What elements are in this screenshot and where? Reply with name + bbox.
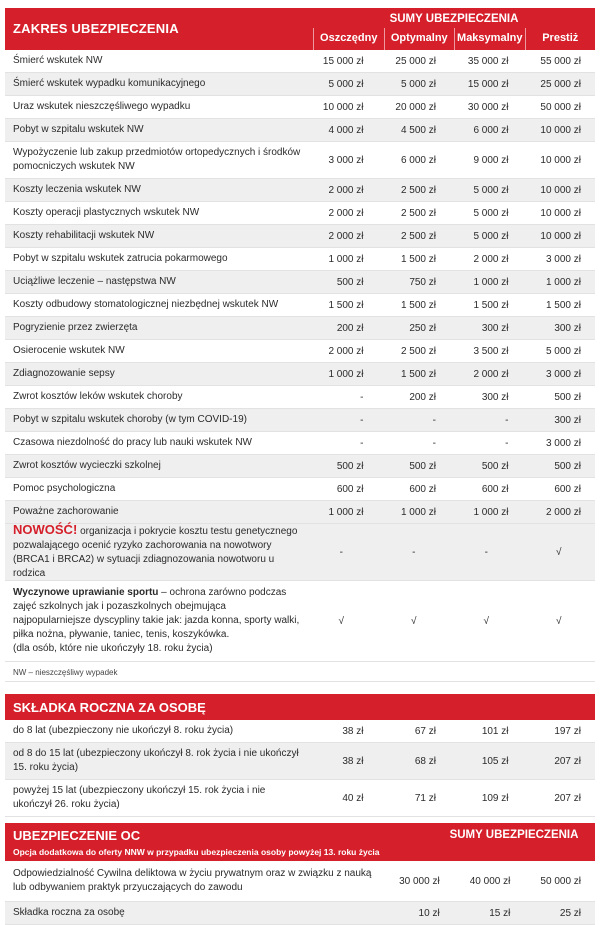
- table-cell: 38 zł: [342, 755, 364, 767]
- coverage-header: [5, 8, 595, 50]
- table-row: [5, 780, 595, 817]
- table-cell: 1 000 zł: [473, 276, 509, 288]
- table-cell: 2 000 zł: [473, 253, 509, 265]
- row-label: od 8 do 15 lat (ubezpieczony ukończył 8. rok życia i nie ukończył 15. roku życia): [13, 748, 299, 773]
- row-label: Śmierć wskutek NW: [13, 55, 103, 66]
- row-label: Pogryzienie przez zwierzęta: [13, 322, 138, 333]
- coverage-table: [5, 50, 595, 524]
- oc-subtitle: Opcja dodatkowa do oferty NNW w przypadku ubezpieczenia osoby powyżej 13. roku życia: [13, 847, 380, 857]
- row-label: Koszty odbudowy stomatologicznej niezbędnej wskutek NW: [13, 299, 279, 310]
- table-cell: 10 000 zł: [540, 124, 581, 136]
- table-cell: 300 zł: [481, 391, 509, 403]
- table-cell: 30 000 zł: [467, 101, 509, 113]
- table-cell: -: [432, 437, 436, 449]
- table-cell: 3 000 zł: [328, 154, 364, 166]
- sport-bold-label: Wyczynowe uprawianie sportu: [13, 587, 159, 598]
- row-label: Zwrot kosztów wycieczki szkolnej: [13, 460, 161, 471]
- table-cell: 200 zł: [336, 322, 364, 334]
- premium-section-title: SKŁADKA ROCZNA ZA OSOBĘ: [5, 694, 595, 720]
- checkmark-icon: √: [411, 615, 417, 627]
- table-row: [5, 294, 595, 317]
- table-cell: -: [505, 414, 509, 426]
- row-label: Zdiagnozowanie sepsy: [13, 368, 115, 379]
- row-label: Czasowa niezdolność do pracy lub nauki wskutek NW: [13, 437, 252, 448]
- table-cell: -: [412, 546, 416, 558]
- insurance-page: [5, 0, 595, 925]
- sport-cell: [5, 586, 305, 656]
- table-cell: 2 000 zł: [328, 184, 364, 196]
- table-cell: -: [360, 437, 364, 449]
- table-cell: 1 500 zł: [328, 299, 364, 311]
- table-cell: 4 500 zł: [400, 124, 436, 136]
- table-row: [5, 340, 595, 363]
- nowosc-row: [5, 524, 595, 581]
- column-header-prestiz: Prestiż: [525, 28, 596, 50]
- table-cell: 1 500 zł: [545, 299, 581, 311]
- table-cell: 67 zł: [414, 725, 436, 737]
- table-cell: 600 zł: [481, 483, 509, 495]
- table-cell: 5 000 zł: [473, 230, 509, 242]
- table-cell: 2 000 zł: [328, 207, 364, 219]
- table-row: [5, 478, 595, 501]
- table-row: [5, 317, 595, 340]
- table-row: [5, 409, 595, 432]
- table-cell: 2 500 zł: [400, 207, 436, 219]
- row-label: Pobyt w szpitalu wskutek NW: [13, 124, 144, 135]
- table-cell: 5 000 zł: [400, 78, 436, 90]
- table-cell: 9 000 zł: [473, 154, 509, 166]
- table-cell: 500 zł: [554, 391, 581, 403]
- table-cell: -: [484, 546, 488, 558]
- table-cell: 25 zł: [559, 907, 582, 919]
- oc-table: [5, 861, 595, 925]
- row-label: Składka roczna za osobę: [13, 907, 125, 918]
- row-label: do 8 lat (ubezpieczony nie ukończył 8. roku życia): [13, 725, 234, 736]
- table-cell: 25 000 zł: [540, 78, 581, 90]
- table-cell: 10 000 zł: [322, 101, 364, 113]
- row-label: Odpowiedzialność Cywilna deliktowa w życiu prywatnym oraz w związku z nauką lub odbywaniem praktyk przyuczających do zawodu: [13, 868, 372, 893]
- table-cell: -: [505, 437, 509, 449]
- table-cell: -: [432, 414, 436, 426]
- table-cell: 500 zł: [481, 460, 509, 472]
- table-cell: 15 zł: [489, 907, 511, 919]
- row-label: Osierocenie wskutek NW: [13, 345, 125, 356]
- table-cell: 10 000 zł: [540, 154, 581, 166]
- table-cell: 20 000 zł: [395, 101, 436, 113]
- row-label: Pobyt w szpitalu wskutek choroby (w tym COVID-19): [13, 414, 247, 425]
- coverage-title: ZAKRES UBEZPIECZENIA: [13, 21, 179, 36]
- table-row: [5, 861, 595, 902]
- table-row: [5, 720, 595, 743]
- row-label: Pomoc psychologiczna: [13, 483, 116, 494]
- table-cell: 2 000 zł: [328, 345, 364, 357]
- sport-note: (dla osób, które nie ukończyły 18. roku życia): [13, 643, 213, 654]
- table-cell: 5 000 zł: [473, 207, 509, 219]
- table-cell: 500 zł: [409, 460, 436, 472]
- table-row: [5, 96, 595, 119]
- table-cell: 300 zł: [481, 322, 509, 334]
- checkmark-icon: √: [556, 546, 562, 558]
- table-cell: 5 000 zł: [328, 78, 364, 90]
- table-cell: 1 000 zł: [545, 276, 581, 288]
- table-cell: 1 500 zł: [400, 253, 436, 265]
- table-cell: 4 000 zł: [328, 124, 364, 136]
- table-cell: 10 000 zł: [540, 207, 581, 219]
- row-label: Koszty operacji plastycznych wskutek NW: [13, 207, 200, 218]
- row-label: Uraz wskutek nieszczęśliwego wypadku: [13, 101, 191, 112]
- table-cell: 40 zł: [342, 792, 364, 804]
- table-cell: 1 000 zł: [473, 506, 509, 518]
- table-cell: 600 zł: [554, 483, 581, 495]
- table-row: [5, 432, 595, 455]
- checkmark-icon: √: [483, 615, 489, 627]
- table-row: [5, 50, 595, 73]
- table-cell: 250 zł: [409, 322, 436, 334]
- column-header-maksymalny: Maksymalny: [454, 28, 525, 50]
- table-cell: 40 000 zł: [469, 875, 511, 887]
- table-cell: 200 zł: [409, 391, 436, 403]
- table-cell: 300 zł: [554, 322, 581, 334]
- table-cell: 6 000 zł: [473, 124, 509, 136]
- table-row: [5, 248, 595, 271]
- table-row: [5, 271, 595, 294]
- table-cell: 5 000 zł: [545, 345, 581, 357]
- table-cell: 10 000 zł: [540, 184, 581, 196]
- table-cell: 2 000 zł: [328, 230, 364, 242]
- table-cell: 3 000 zł: [545, 368, 581, 380]
- table-cell: 3 000 zł: [545, 437, 581, 449]
- checkmark-icon: √: [338, 615, 344, 627]
- table-cell: 25 000 zł: [395, 55, 436, 67]
- oc-title: UBEZPIECZENIE OC: [13, 828, 141, 843]
- table-row: [5, 743, 595, 780]
- table-cell: 207 zł: [554, 755, 581, 767]
- table-cell: 2 000 zł: [473, 368, 509, 380]
- table-cell: 1 500 zł: [473, 299, 509, 311]
- table-cell: 3 000 zł: [545, 253, 581, 265]
- table-row: [5, 119, 595, 142]
- table-cell: -: [360, 414, 364, 426]
- table-cell: 10 000 zł: [540, 230, 581, 242]
- row-label: Koszty leczenia wskutek NW: [13, 184, 141, 195]
- nowosc-badge: NOWOŚĆ!: [13, 522, 78, 537]
- table-cell: 1 500 zł: [400, 368, 436, 380]
- table-cell: 55 000 zł: [540, 55, 581, 67]
- table-cell: 2 500 zł: [400, 184, 436, 196]
- table-cell: 15 000 zł: [467, 78, 509, 90]
- sport-row: [5, 581, 595, 662]
- table-row: [5, 363, 595, 386]
- table-cell: 500 zł: [554, 460, 581, 472]
- table-row: [5, 142, 595, 179]
- table-row: [5, 202, 595, 225]
- table-cell: 5 000 zł: [473, 184, 509, 196]
- oc-sums-label: SUMY UBEZPIECZENIA: [449, 829, 579, 841]
- row-label: Pobyt w szpitalu wskutek zatrucia pokarmowego: [13, 253, 228, 264]
- column-header-oszczedny: Oszczędny: [313, 28, 384, 50]
- row-label: Zwrot kosztów leków wskutek choroby: [13, 391, 183, 402]
- table-row: [5, 73, 595, 96]
- nowosc-cell: [5, 523, 305, 581]
- premium-table: [5, 720, 595, 817]
- column-header-optymalny: Optymalny: [384, 28, 455, 50]
- table-cell: -: [360, 391, 364, 403]
- table-cell: 300 zł: [554, 414, 581, 426]
- checkmark-icon: √: [556, 615, 562, 627]
- table-cell: 207 zł: [554, 792, 581, 804]
- table-cell: 3 500 zł: [473, 345, 509, 357]
- table-cell: 50 000 zł: [540, 101, 581, 113]
- table-row: [5, 386, 595, 409]
- table-cell: 71 zł: [414, 792, 436, 804]
- row-label: Śmierć wskutek wypadku komunikacyjnego: [13, 78, 206, 89]
- table-cell: 500 zł: [336, 460, 364, 472]
- table-cell: 750 zł: [409, 276, 436, 288]
- table-cell: 109 zł: [481, 792, 509, 804]
- table-cell: 600 zł: [409, 483, 436, 495]
- table-cell: 2 500 zł: [400, 345, 436, 357]
- row-label: Wypożyczenie lub zakup przedmiotów ortopedycznych i środków pomocniczych wskutek NW: [13, 147, 301, 172]
- table-cell: 38 zł: [342, 725, 364, 737]
- table-cell: 35 000 zł: [467, 55, 509, 67]
- table-cell: 1 000 zł: [328, 506, 364, 518]
- table-row: [5, 179, 595, 202]
- row-label: Koszty rehabilitacji wskutek NW: [13, 230, 155, 241]
- sport-text: – ochrona zarówno podczas zajęć szkolnych jak i pozaszkolnych obejmująca najpopularniejsze dyscypliny takie jak: jazda konna, sporty walki, piłka nożna, pływanie, taniec, tenis, koszykówka.: [13, 587, 300, 640]
- table-row: [5, 902, 595, 925]
- row-label: powyżej 15 lat (ubezpieczony ukończył 15. rok życia i nie ukończył 26. roku życia): [13, 785, 266, 810]
- table-cell: 197 zł: [554, 725, 581, 737]
- table-cell: 1 500 zł: [400, 299, 436, 311]
- table-cell: 1 000 zł: [328, 253, 364, 265]
- table-cell: 105 zł: [481, 755, 509, 767]
- row-label: Poważne zachorowanie: [13, 506, 119, 517]
- table-cell: 2 500 zł: [400, 230, 436, 242]
- table-cell: 68 zł: [414, 755, 436, 767]
- table-cell: 101 zł: [481, 725, 509, 737]
- table-cell: -: [339, 546, 343, 558]
- table-cell: 600 zł: [336, 483, 364, 495]
- table-cell: 50 000 zł: [540, 875, 582, 887]
- table-cell: 15 000 zł: [322, 55, 364, 67]
- sums-label: SUMY UBEZPIECZENIA: [389, 13, 519, 25]
- nowosc-text: organizacja i pokrycie kosztu testu genetycznego pozwalającego ocenić ryzyko zachorowania na nowotwory (BRCA1 i BRCA2) w sytuacji zdiagnozowania nowotworu u rodzica: [13, 526, 298, 579]
- table-row: [5, 225, 595, 248]
- table-cell: 10 zł: [418, 907, 440, 919]
- footnote: NW – nieszczęśliwy wypadek: [5, 662, 595, 682]
- table-cell: 500 zł: [336, 276, 364, 288]
- table-row: [5, 501, 595, 524]
- oc-header: [5, 823, 595, 861]
- table-cell: 2 000 zł: [545, 506, 581, 518]
- table-cell: 1 000 zł: [400, 506, 436, 518]
- row-label: Uciążliwe leczenie – następstwa NW: [13, 276, 176, 287]
- table-cell: 6 000 zł: [400, 154, 436, 166]
- table-cell: 1 000 zł: [328, 368, 364, 380]
- table-cell: 30 000 zł: [399, 875, 440, 887]
- table-row: [5, 455, 595, 478]
